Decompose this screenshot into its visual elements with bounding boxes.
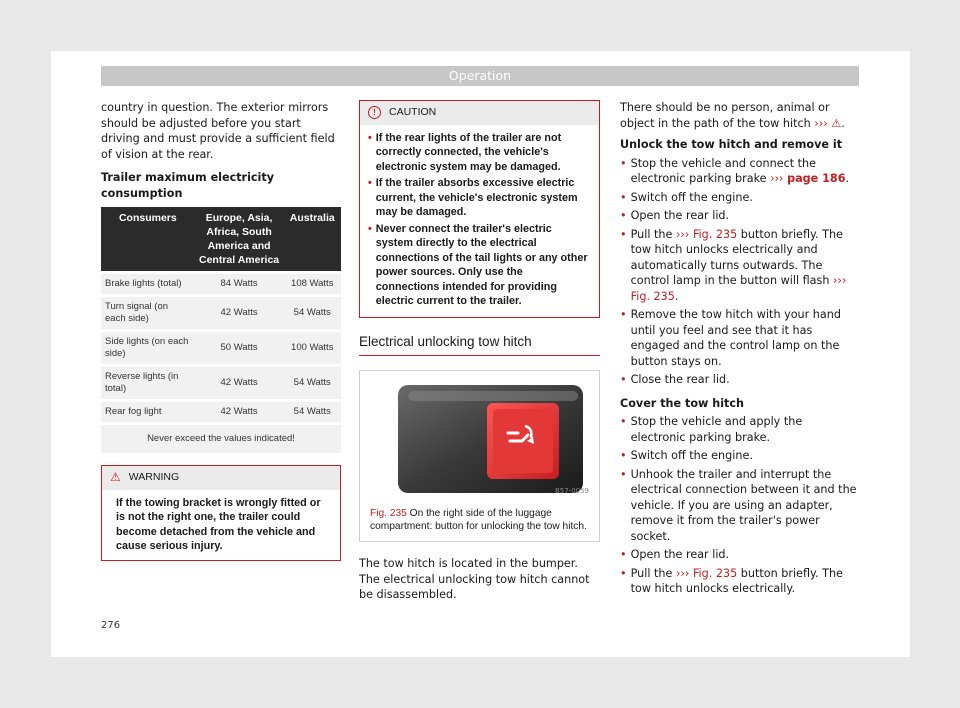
- warning-triangle-icon: ⚠: [831, 116, 842, 130]
- warning-box: [101, 465, 341, 561]
- bullet-icon: •: [368, 222, 372, 235]
- table-row: [101, 294, 341, 329]
- list-item: • Remove the tow hitch with your hand until you feel and see that it has engaged and the control lamp on the button stays on.: [620, 308, 841, 368]
- bullet-icon: •: [620, 308, 627, 321]
- bullet-icon: •: [620, 190, 627, 204]
- cell-europe: 42 Watts: [195, 294, 284, 329]
- bullet-icon: •: [620, 156, 627, 170]
- cell-consumer: Reverse lights (in total): [101, 364, 195, 399]
- caution-item: • If the trailer absorbs excessive electric current, the vehicle's electronic system may be damaged.: [368, 177, 578, 218]
- page-reference-link[interactable]: page 186: [787, 172, 846, 185]
- bullet-icon: •: [620, 373, 627, 386]
- bullet-icon: •: [620, 227, 627, 241]
- cell-europe: 42 Watts: [195, 399, 284, 422]
- header-europe: Europe, Asia, Africa, South America and Central America: [195, 207, 284, 271]
- caution-box: [359, 100, 600, 318]
- caution-label: CAUTION: [389, 106, 437, 118]
- list-item: • Open the rear lid.: [620, 548, 730, 561]
- consumption-table: [101, 207, 341, 453]
- warning-label: WARNING: [128, 471, 180, 483]
- cell-europe: 50 Watts: [195, 329, 284, 364]
- header-consumers: Consumers: [101, 207, 195, 271]
- cell-australia: 100 Watts: [283, 329, 341, 364]
- table-note: Never exceed the values indicated!: [101, 422, 341, 453]
- caution-header: [360, 101, 599, 125]
- warning-triangle-icon: ⚠: [110, 470, 121, 484]
- figure-reference-link[interactable]: Fig. 235: [692, 227, 738, 241]
- cell-consumer: Rear fog light: [101, 399, 195, 422]
- figure-reference-link[interactable]: Fig. 235: [630, 289, 675, 303]
- bullet-icon: •: [620, 548, 627, 561]
- list-item: • Unhook the trailer and interrupt the electrical connection between it and the vehicle. If you are using an adapter, remove it from the trailer's power socket.: [620, 467, 857, 543]
- cell-australia: 54 Watts: [283, 364, 341, 399]
- figure-box: [359, 370, 600, 542]
- warning-text: If the towing bracket is wrongly fitted or is not the right one, the trailer could become detached from the vehicle and cause serious injury.: [116, 496, 321, 552]
- cell-consumer: Side lights (on each side): [101, 329, 195, 364]
- cover-title: Cover the tow hitch: [620, 396, 744, 410]
- column-1: [101, 100, 341, 561]
- tow-hitch-body: The tow hitch is located in the bumper. The electrical unlocking tow hitch cannot be disassembled.: [359, 557, 590, 601]
- caution-item: • Never connect the trailer's electric system directly to the electrical connections of the tail lights or any other power sources. Only use the connections intended for providing electric current to the trailer.: [368, 222, 588, 307]
- table-row: [101, 329, 341, 364]
- bullet-icon: •: [620, 566, 627, 580]
- cell-australia: 108 Watts: [283, 271, 341, 294]
- figure-code: B57-0059: [554, 486, 589, 495]
- bullet-icon: •: [620, 415, 627, 428]
- table-row: [101, 399, 341, 422]
- cell-australia: 54 Watts: [283, 399, 341, 422]
- column-2: [359, 100, 600, 603]
- caution-info-icon: !: [368, 106, 381, 119]
- page-number: 276: [101, 620, 121, 631]
- tow-hitch-button-illustration: [360, 371, 599, 501]
- list-item: • Switch off the engine.: [620, 449, 753, 462]
- bullet-icon: •: [620, 467, 627, 481]
- tow-hitch-button-figure: [360, 371, 599, 501]
- list-item: • Stop the vehicle and apply the electronic parking brake.: [620, 415, 803, 444]
- table-title: Trailer maximum electricity consumption: [101, 171, 275, 200]
- list-item: • Close the rear lid.: [620, 373, 730, 386]
- figure-caption-text: On the right side of the luggage compartment: button for unlocking the tow hitch.: [370, 508, 587, 532]
- unlock-title: Unlock the tow hitch and remove it: [620, 138, 843, 151]
- table-row: [101, 364, 341, 399]
- caution-item: • If the rear lights of the trailer are not correctly connected, the vehicle's electronic system may be damaged.: [368, 131, 562, 173]
- intro-paragraph: country in question. The exterior mirrors should be adjusted before you start driving and must provide a sufficient field of vision at the rear.: [101, 101, 335, 161]
- section-title: Electrical unlocking tow hitch: [359, 334, 600, 357]
- list-item: • Pull the ››› Fig. 235 button briefly. The tow hitch unlocks electrically.: [620, 566, 843, 595]
- bullet-icon: •: [368, 131, 372, 144]
- cell-australia: 54 Watts: [283, 294, 341, 329]
- cell-consumer: Turn signal (on each side): [101, 294, 195, 329]
- bullet-icon: •: [368, 177, 372, 189]
- cell-consumer: Brake lights (total): [101, 271, 195, 294]
- bullet-icon: •: [620, 449, 627, 462]
- list-item: • Pull the ››› Fig. 235 button briefly. The tow hitch unlocks electrically and automatically turns outwards. The control lamp in the button will flash ››› Fig. 235.: [620, 227, 847, 303]
- figure-label: Fig. 235: [370, 508, 407, 519]
- figure-caption: [360, 501, 599, 541]
- ref-arrows: ›››: [814, 116, 828, 130]
- header-australia: Australia: [283, 207, 341, 271]
- list-item: • Stop the vehicle and connect the electronic parking brake ››› page 186.: [620, 156, 850, 185]
- figure-reference-link[interactable]: Fig. 235: [692, 566, 738, 580]
- page-header: Operation: [101, 66, 859, 86]
- column-3: [620, 100, 860, 597]
- table-note-row: [101, 422, 341, 453]
- col3-intro: There should be no person, animal or object in the path of the tow hitch ››› ⚠.: [620, 101, 845, 130]
- list-item: • Switch off the engine.: [620, 190, 753, 204]
- bullet-icon: •: [620, 209, 627, 222]
- table-row: [101, 271, 341, 294]
- cell-europe: 84 Watts: [195, 271, 284, 294]
- cell-europe: 42 Watts: [195, 364, 284, 399]
- warning-header: [102, 466, 340, 490]
- list-item: • Open the rear lid.: [620, 209, 730, 222]
